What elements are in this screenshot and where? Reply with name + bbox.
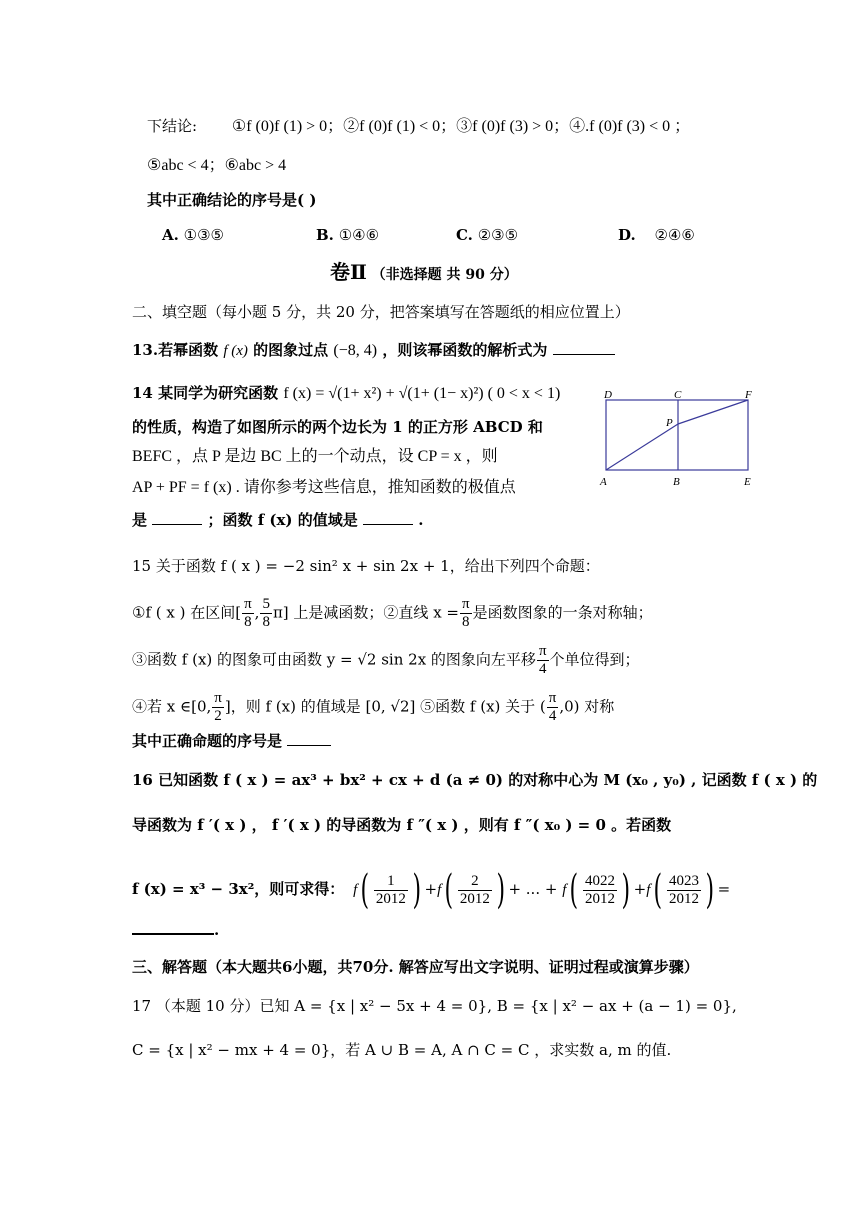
q16-line2: 导函数为 f ′( x ) ， f ′( x ) 的导函数为 f ″( x ) ，则有 f ″( x₀ ) = 0 。若函数 (132, 816, 672, 834)
segment-pf (678, 400, 748, 424)
label-d: D (604, 389, 612, 401)
frac-pi-8-b: $\frac{\pi}{8}$ (462, 596, 470, 630)
q12-option-c: C. ②③⑤ (456, 226, 519, 244)
label-a: A (600, 476, 607, 488)
q14-range-blank (363, 524, 413, 525)
q15-p4: ④若 x ∈[0, $\frac{\pi}{2}$ ]，则 f (x) 的值域是 [0, √2] ⑤函数 f (x) 关于 ( $\frac{\pi}{4}$ ,0) 对称 (132, 690, 615, 724)
label-b: B (673, 476, 680, 488)
q12-option-a: A. ①③⑤ (162, 226, 224, 244)
q16-answer-line: . (132, 920, 219, 940)
outer-rectangle (606, 400, 748, 470)
frac-5-8: $\frac{5}{8}$ (262, 596, 270, 630)
q15-answer-blank (287, 745, 331, 746)
q12-prompt: 其中正确结论的序号是( ) (147, 191, 317, 209)
section3-heading: 三、解答题（本大题共6小题，共70分. 解答应写出文字说明、证明过程或演算步骤） (132, 958, 699, 976)
q14-line2: 的性质，构造了如图所示的两个边长为 1 的正方形 ABCD 和 (132, 418, 543, 436)
q14-line3: BEFC ，点 P 是边 BC 上的一个动点，设 CP = x ，则 (132, 448, 498, 465)
q16-line1: 16 已知函数 f ( x ) = ax³ + bx² + cx + d (a ≠ 0) 的对称中心为 M (x₀ , y₀) , 记函数 f ( x ) 的 (132, 771, 818, 789)
q12-option-b: B. ①④⑥ (316, 226, 380, 244)
q15-p3: ③函数 f (x) 的图象可由函数 y = √2 sin 2x 的图象向左平移 $\frac{\pi}{4}$ 个单位得到； (132, 643, 640, 677)
q14-line5: 是 ；函数 f (x) 的值域是 . (132, 511, 424, 529)
q12-option-d: D. ②④⑥ (618, 226, 695, 244)
q14-line1: 14 某同学为研究函数 f (x) = √(1+ x²) + √(1+ (1− x)²) ( 0 < x < 1) (132, 384, 561, 402)
q12-line1: 下结论: ①f (0)f (1) > 0；②f (0)f (1) < 0；③f (0)f (3) > 0；④.f (0)f (3) < 0 ； (147, 117, 691, 135)
section2-heading: 二、填空题（每小题 5 分，共 20 分，把答案填写在答题纸的相应位置上） (132, 303, 630, 321)
q14-extreme-blank (152, 524, 202, 525)
segment-ap (606, 424, 678, 470)
q15-prompt: 其中正确命题的序号是 (132, 731, 331, 751)
q17-line2: C = {x | x² − mx + 4 = 0}，若 A ∪ B = A, A ∩ C = C ，求实数 a, m 的值. (132, 1041, 672, 1059)
label-c: C (674, 389, 682, 401)
frac-2-2012: $\frac{2}{2012}$ (459, 872, 490, 907)
q17-line1: 17 （本题 10 分）已知 A = {x | x² − 5x + 4 = 0}, B = {x | x² − ax + (a − 1) = 0}, (132, 997, 737, 1015)
q15-p1: ①f ( x ) 在区间[ $\frac{\pi}{8}$ , $\frac{5}{8}$ π] 上是减函数；②直线 x = $\frac{\pi}{8}$ 是函数图象的一条对称轴； (132, 596, 653, 630)
q13: 13.若幂函数 f (x) 的图象过点 (−8, 4) ，则该幂函数的解析式为 (132, 340, 615, 361)
q12-line2: ⑤abc < 4；⑥abc > 4 (147, 157, 287, 174)
part2-title: 卷Ⅱ （非选择题 共 90 分） (330, 260, 518, 284)
frac-pi-2: $\frac{\pi}{2}$ (214, 690, 222, 724)
label-p: P (666, 417, 673, 429)
frac-4023-2012: $\frac{4023}{2012}$ (668, 872, 699, 907)
q13-answer-blank (553, 354, 615, 355)
frac-pi-4: $\frac{\pi}{4}$ (538, 643, 547, 677)
q16-line3: f (x) = x³ − 3x²，则可求得： f( $\frac{1}{2012}$ ) +f( $\frac{2}{2012}$ ) + ... + f( $\frac{4022}{2012}$ ) +f( $\frac{4023}{2012}$ ) = (132, 867, 731, 913)
square-figure (594, 384, 764, 494)
frac-1-2012: $\frac{1}{2012}$ (375, 872, 406, 907)
frac-4022-2012: $\frac{4022}{2012}$ (585, 872, 615, 907)
label-f: F (745, 389, 752, 401)
label-e: E (744, 476, 751, 488)
q16-answer-blank (132, 933, 214, 935)
q14-line4: AP + PF = f (x) . 请你参考这些信息，推知函数的极值点 (132, 479, 516, 496)
frac-pi-8: $\frac{\pi}{8}$ (244, 596, 252, 630)
frac-pi-4-b: $\frac{\pi}{4}$ (548, 690, 557, 724)
q15-line1: 15 关于函数 f ( x ) = −2 sin² x + sin 2x + 1，给出下列四个命题： (132, 557, 600, 575)
